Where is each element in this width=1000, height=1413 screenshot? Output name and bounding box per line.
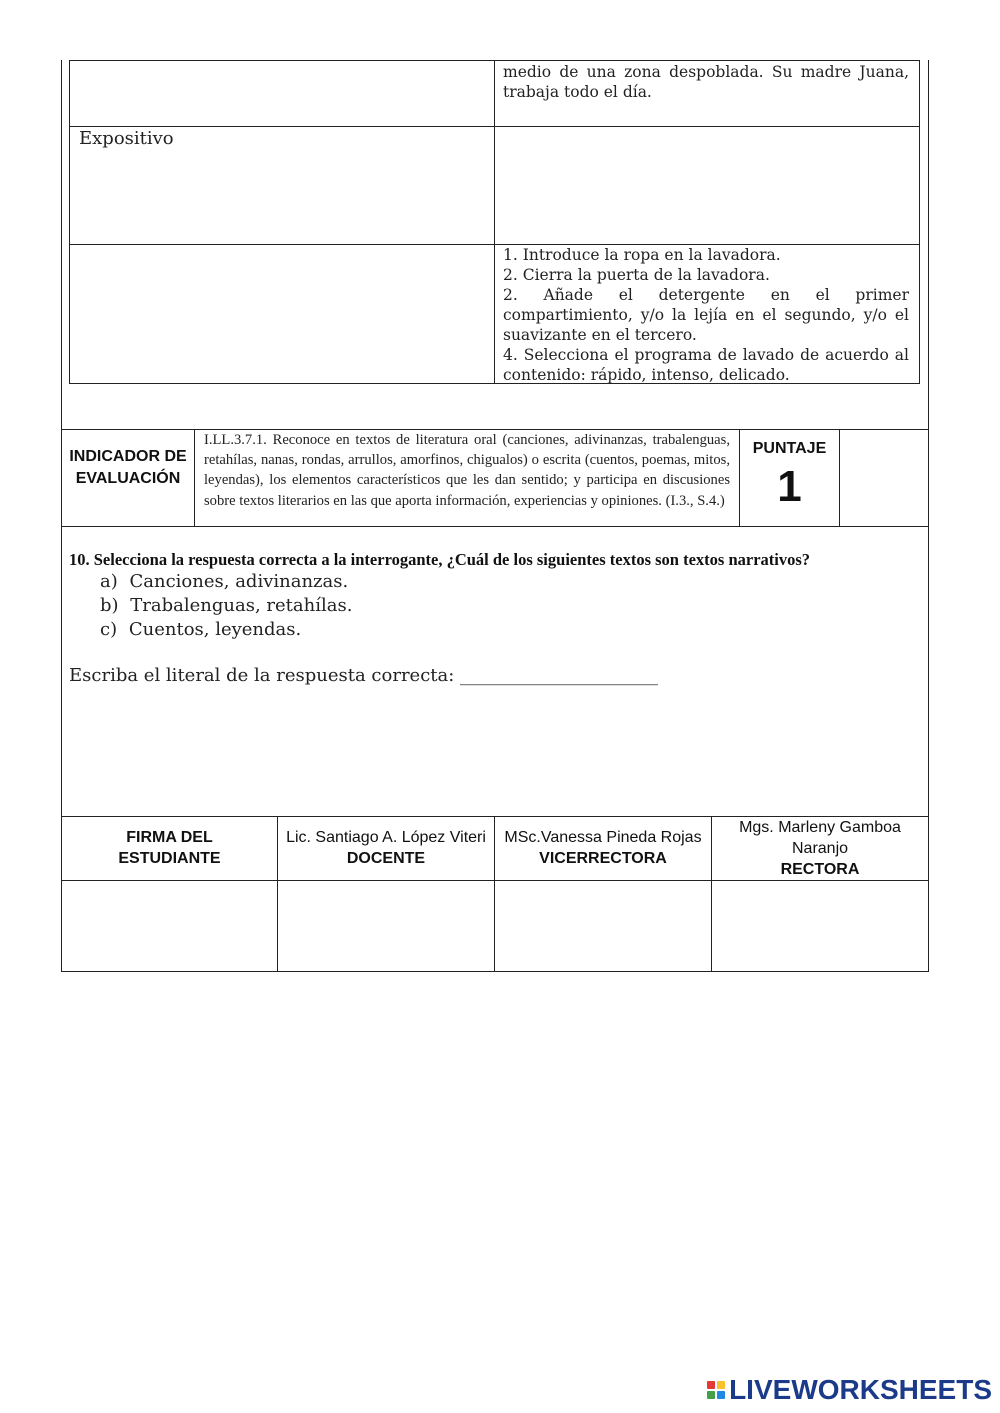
signature-rector [712,817,928,880]
signature-box-teacher[interactable] [278,881,494,971]
indicator-label [62,446,194,490]
option-letter: c) [100,619,118,640]
row2-left-label: Expositivo [79,128,174,149]
option-text: Cuentos, leyendas. [128,619,302,640]
option-letter: a) [100,571,118,592]
signature-box-student[interactable] [62,881,277,971]
step-line: 4. Selecciona el programa de lavado de acuerdo al [503,346,909,364]
row1-right-text: medio de una zona despoblada. Su madre Juana, trabaja todo el día. [503,63,909,101]
signature-vice-rector [495,827,711,869]
option-text: Trabalenguas, retahílas. [130,595,353,616]
indicator-text: I.LL.3.7.1. Reconoce en textos de literatura oral (canciones, adivinanzas, trabalenguas, retahílas, nanas, rondas, arrullos, amorfinos, chigualos) o escrita (cuentos, poemas, mitos, leyendas), los elementos característicos que les dan sentido; y participa en discusiones sobre textos literarios en las que aporta información, experiencias y opiniones. (I.3., S.4.) [204,432,730,509]
signature-teacher [278,827,494,869]
signature-student [62,827,277,869]
signature-box-vice-rector[interactable] [495,881,711,971]
step-line: suavizante en el tercero. [503,326,697,344]
step-line: contenido: rápido, intenso, delicado. [503,366,790,384]
question-title: 10. Selecciona la respuesta correcta a la interrogante, ¿Cuál de los siguientes textos son textos narrativos? [69,550,811,569]
step-line: compartimiento, y/o la lejía en el segundo, y/o el [503,306,909,324]
logo-square [707,1381,715,1389]
signature-box-rector[interactable] [712,881,928,971]
answer-prompt[interactable]: Escriba el literal de la respuesta correcta: ______________________ [69,665,659,686]
option-text: Canciones, adivinanzas. [129,571,349,592]
rector-name-line: Naranjo [791,840,849,857]
step-line: 1. Introduce la ropa en la lavadora. [503,246,781,264]
score-value: 1 [777,462,802,511]
liveworksheets-logo[interactable] [707,1375,992,1405]
vice-rector-name: MSc.Vanessa Pineda Rojas [504,829,702,846]
logo-square [717,1381,725,1389]
logo-square [717,1391,725,1399]
step-line: 2. Cierra la puerta de la lavadora. [503,266,770,284]
outer-border-right [928,60,929,972]
teacher-name: Lic. Santiago A. López Viteri [286,829,486,846]
option-item [100,619,301,640]
step-line: 2. Añade el detergente en el primer [503,286,909,304]
option-letter: b) [100,595,119,616]
indicator-label-line: INDICADOR DE [69,448,187,465]
student-label-line: ESTUDIANTE [118,850,221,867]
vice-rector-role: VICERRECTORA [539,850,667,867]
teacher-role: DOCENTE [346,850,426,867]
row3-right-steps [503,245,909,385]
indicator-label-line: EVALUACIÓN [75,470,181,487]
option-item [100,571,348,592]
option-item [100,595,352,616]
score-label: PUNTAJE [752,440,827,457]
rector-role: RECTORA [780,861,860,878]
logo-square [707,1391,715,1399]
rector-name-line: Mgs. Marleny Gamboa [739,819,901,836]
logo-text: LIVEWORKSHEETS [729,1374,992,1405]
student-label-line: FIRMA DEL [126,829,213,846]
logo-grid-icon [707,1381,725,1399]
